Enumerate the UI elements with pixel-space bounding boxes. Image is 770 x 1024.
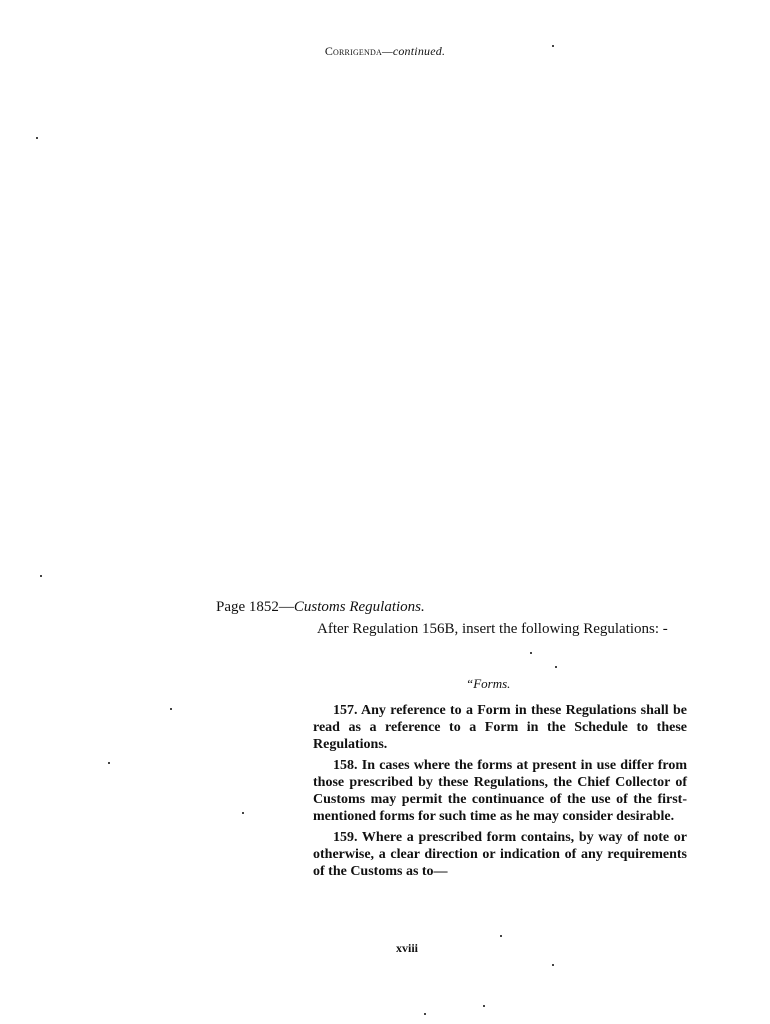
scan-speck — [424, 1013, 426, 1015]
scan-speck — [555, 666, 557, 668]
scan-speck — [552, 45, 554, 47]
scan-speck — [36, 137, 38, 139]
scan-speck — [530, 652, 532, 654]
page-reference — [216, 599, 425, 616]
scan-speck — [40, 575, 42, 577]
regulation-159: 159. Where a prescribed form contains, by way of note or otherwise, a clear direction or indication of any requirements of the Customs as to— — [313, 830, 687, 879]
regulations-text — [313, 702, 687, 884]
scan-speck — [483, 1005, 485, 1007]
amendment-instruction: After Regulation 156B, insert the following Regulations: - — [317, 621, 668, 637]
folio-number: xviii — [396, 941, 419, 955]
running-head — [0, 44, 770, 59]
scan-speck — [552, 964, 554, 966]
page-reference-title: Customs Regulations. — [293, 599, 425, 615]
running-head-continued: —continued. — [381, 44, 446, 58]
scan-speck — [500, 935, 502, 937]
scan-speck — [108, 762, 110, 764]
regulation-158: 158. In cases where the forms at present in use differ from those prescribed by these Regulations, the Chief Collector of Customs may permit the continuance of the use of the first-mentioned forms for such time as he may consider desirable. — [313, 758, 687, 824]
page-reference-number: Page 1852— — [216, 599, 294, 615]
regulation-157: 157. Any reference to a Form in these Regulations shall be read as a reference to a Form in the Schedule to these Regulations. — [313, 703, 687, 752]
section-heading: “Forms. — [466, 676, 511, 691]
running-head-caption: Corrigenda — [324, 44, 382, 58]
scan-speck — [170, 708, 172, 710]
scan-speck — [242, 812, 244, 814]
